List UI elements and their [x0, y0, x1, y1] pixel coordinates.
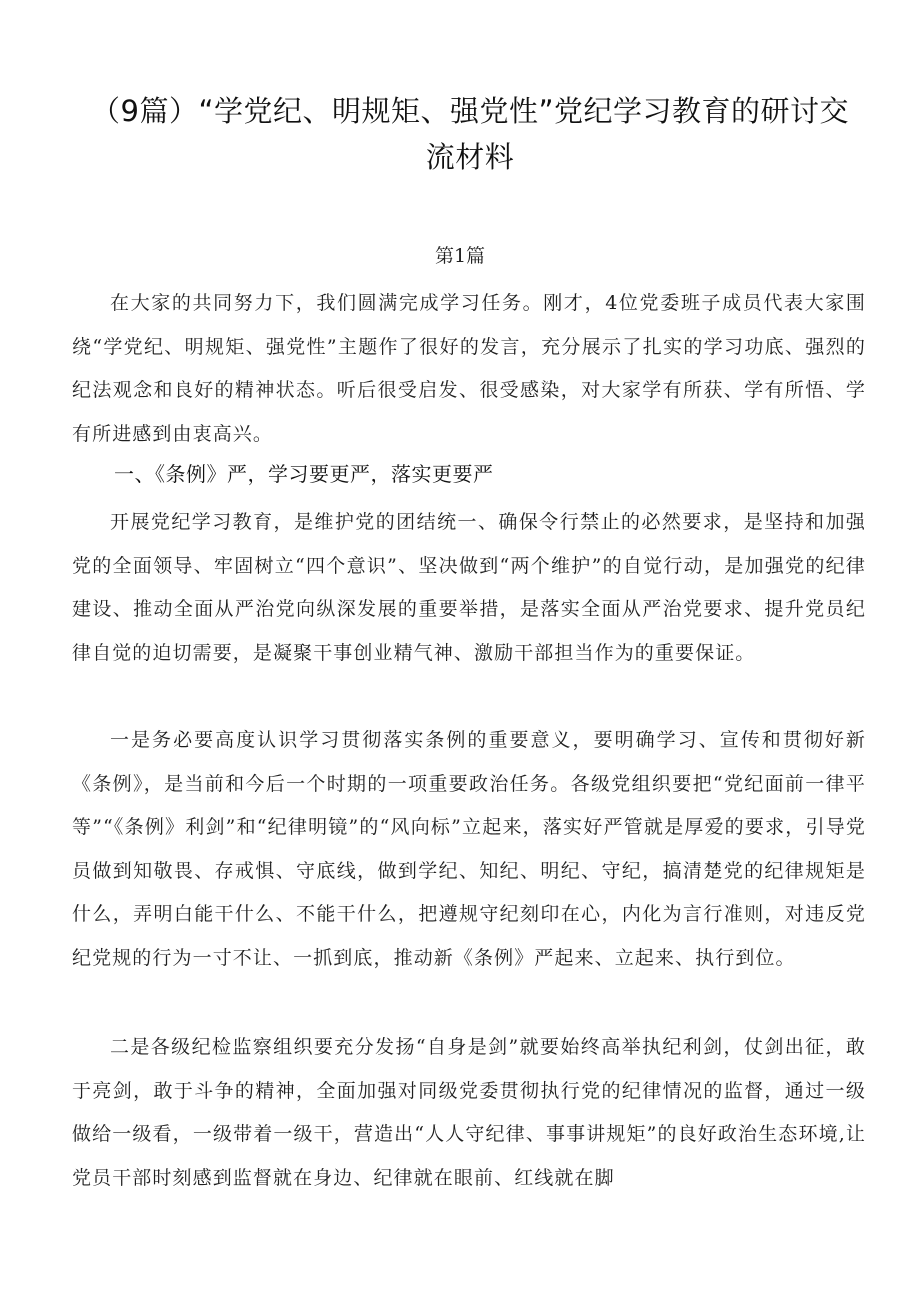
document-title-line-2: 流材料	[425, 140, 515, 174]
document-title-line-1: （9篇）“学党纪、明规矩、强党性”党纪学习教育的研讨交	[91, 94, 849, 128]
section-label: 第1篇	[434, 245, 486, 267]
document-title	[70, 88, 870, 180]
paragraph-1-block	[72, 282, 866, 456]
paragraph-3-block	[72, 719, 866, 981]
paragraph-2-block	[72, 501, 866, 675]
paragraph-2: 开展党纪学习教育，是维护党的团结统一、确保令行禁止的必然要求，是坚持和加强党的全面领导、牢固树立“四个意识”、坚决做到“两个维护”的自觉行动，是加强党的纪律建设、推动全面从严治党向纵深发展的重要举措，是落实全面从严治党要求、提升党员纪律自觉的迫切需要，是凝聚干事创业精气神、激励干部担当作为的重要保证。	[72, 511, 866, 664]
paragraph-1: 在大家的共同努力下，我们圆满完成学习任务。刚才，4位党委班子成员代表大家围绕“学党纪、明规矩、强党性”主题作了很好的发言，充分展示了扎实的学习功底、强烈的纪法观念和良好的精神状态。听后很受启发、很受感染，对大家学有所获、学有所悟、学有所进感到由衷高兴。	[72, 292, 866, 445]
paragraph-3: 一是务必要高度认识学习贯彻落实条例的重要意义，要明确学习、宣传和贯彻好新《条例》，是当前和今后一个时期的一项重要政治任务。各级党组织要把“党纪面前一律平等”“《条例》利剑”和“纪律明镜”的“风向标”立起来，落实好严管就是厚爱的要求，引导党员做到知敬畏、存戒惧、守底线，做到学纪、知纪、明纪、守纪，搞清楚党的纪律规矩是什么，弄明白能干什么、不能干什么，把遵规守纪刻印在心，内化为言行准则，对违反党纪党规的行为一寸不让、一抓到底，推动新《条例》严起来、立起来、执行到位。	[72, 729, 866, 969]
paragraph-4-block	[72, 1026, 866, 1200]
sub-heading-1: 一、《条例》严，学习要更严，落实更要严	[114, 462, 494, 486]
paragraph-4: 二是各级纪检监察组织要充分发扬“自身是剑”就要始终高举执纪利剑，仗剑出征，敢于亮剑，敢于斗争的精神，全面加强对同级党委贯彻执行党的纪律情况的监督，通过一级做给一级看，一级带着一级干，营造出“人人守纪律、事事讲规矩”的良好政治生态环境,让党员干部时刻感到监督就在身边、纪律就在眼前、红线就在脚	[72, 1036, 866, 1189]
